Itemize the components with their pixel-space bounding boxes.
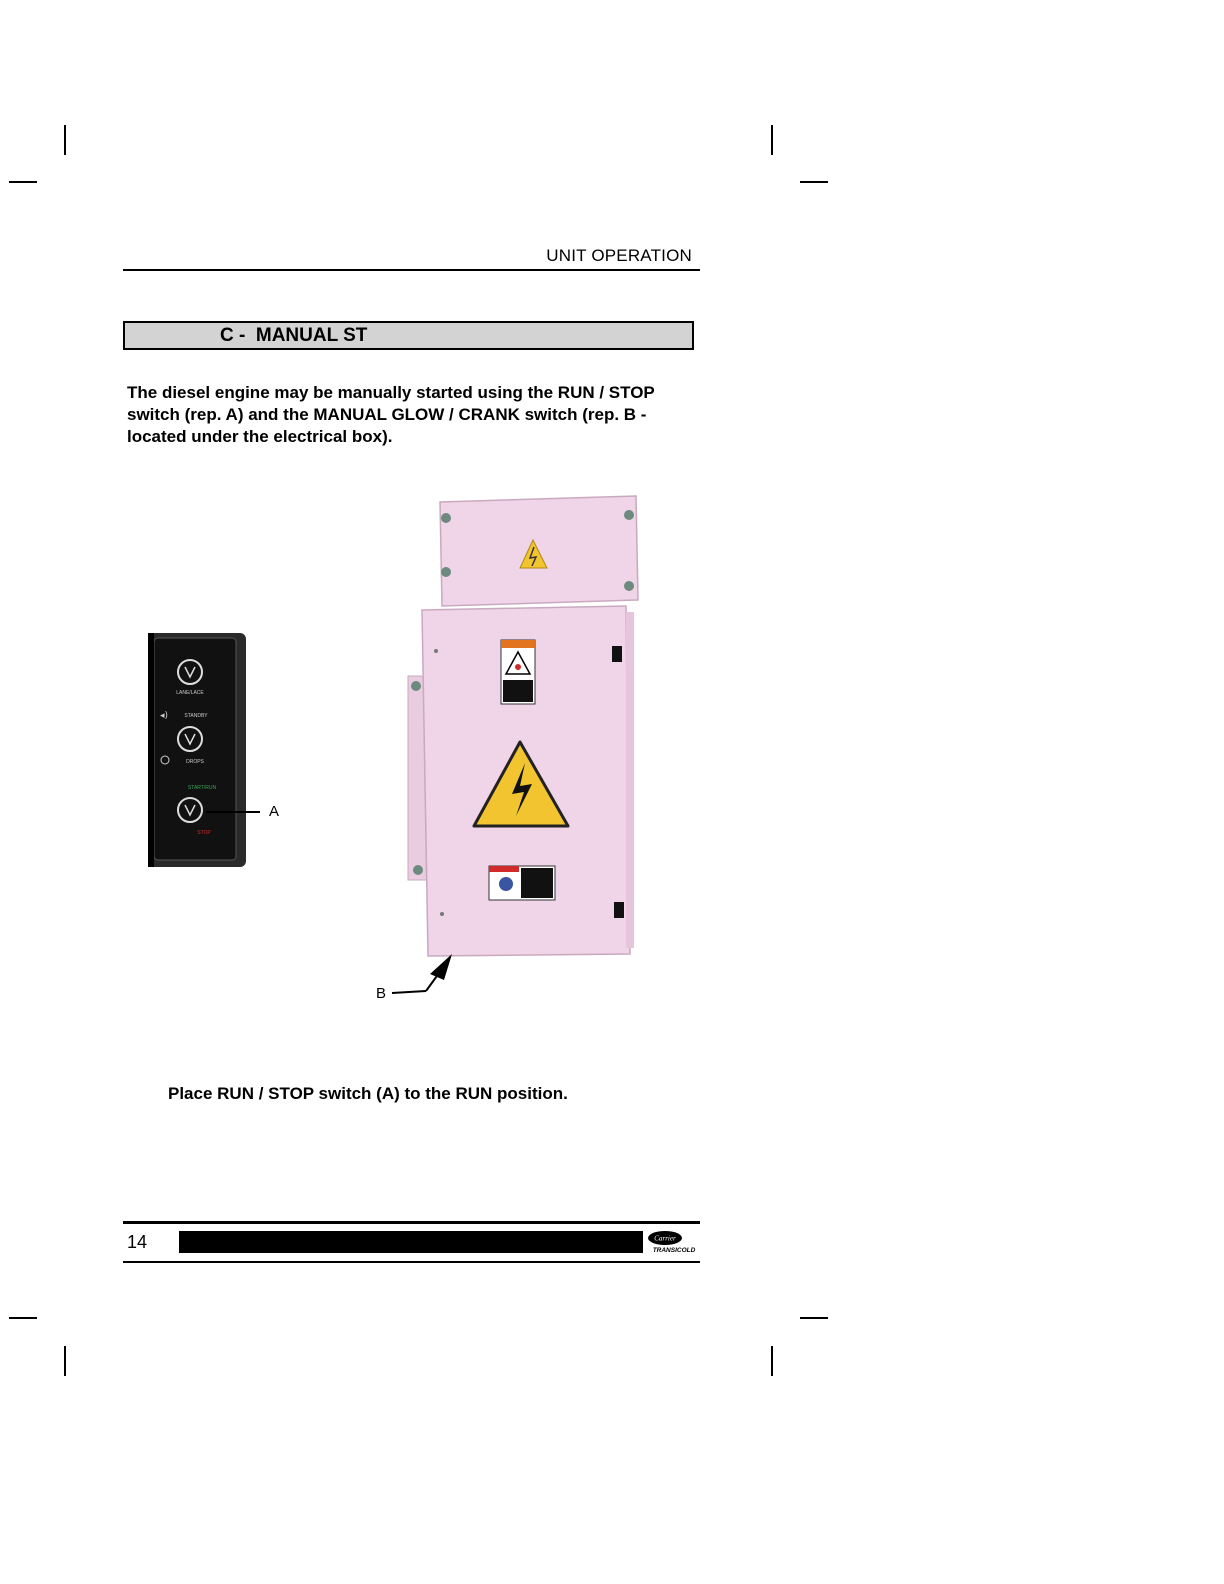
section-heading-box	[123, 321, 694, 350]
carrier-transicold-logo	[645, 1229, 703, 1255]
main-enclosure	[408, 606, 634, 956]
footer-band	[179, 1231, 643, 1253]
unit-figure	[140, 480, 700, 1010]
intro-paragraph: The diesel engine may be manually started using the RUN / STOP switch (rep. A) and the MANUAL GLOW / CRANK switch (rep. B - located under the electrical box).	[127, 383, 655, 446]
crop-mark-top-left	[64, 125, 66, 155]
crop-mark-bottom-right-h	[800, 1317, 828, 1319]
footer-rule-top	[123, 1221, 700, 1224]
crop-mark-top-right	[771, 125, 773, 155]
crop-mark-top-left-h	[9, 181, 37, 183]
safety-label-bottom-icon	[489, 866, 555, 900]
crop-mark-bottom-left-h	[9, 1317, 37, 1319]
electrical-box	[440, 496, 638, 606]
page-number: 14	[127, 1232, 148, 1252]
panel-label-switch1: LANE/LACE	[176, 690, 204, 696]
control-panel	[148, 633, 246, 867]
crop-mark-bottom-right	[771, 1346, 773, 1376]
callout-b-arrow-icon	[430, 954, 452, 980]
instruction-text: Place RUN / STOP switch (A) to the RUN position.	[168, 1084, 568, 1103]
callout-b-leader	[392, 991, 426, 993]
panel-label-switch2: DROPS	[186, 759, 204, 765]
section-title: C - MANUAL ST	[220, 325, 368, 346]
panel-label-stop: STOP	[197, 830, 211, 836]
logo-bottom-text: TRANSICOLD	[652, 1247, 696, 1254]
callout-b-label: B	[376, 985, 387, 1002]
logo-top-text: Carrier	[654, 1234, 676, 1243]
panel-label-standby: STANDBY	[184, 713, 208, 719]
running-header: UNIT OPERATION	[546, 246, 692, 265]
footer-rule-bottom	[123, 1261, 700, 1263]
unit-illustration	[140, 480, 700, 1010]
standby-icon: ◂)	[160, 711, 169, 721]
header-rule	[123, 269, 700, 271]
panel-label-start-run: START/RUN	[187, 785, 217, 791]
crop-mark-bottom-left	[64, 1346, 66, 1376]
crop-mark-top-right-h	[800, 181, 828, 183]
callout-a-label: A	[269, 803, 280, 820]
safety-label-top-icon	[501, 640, 535, 704]
